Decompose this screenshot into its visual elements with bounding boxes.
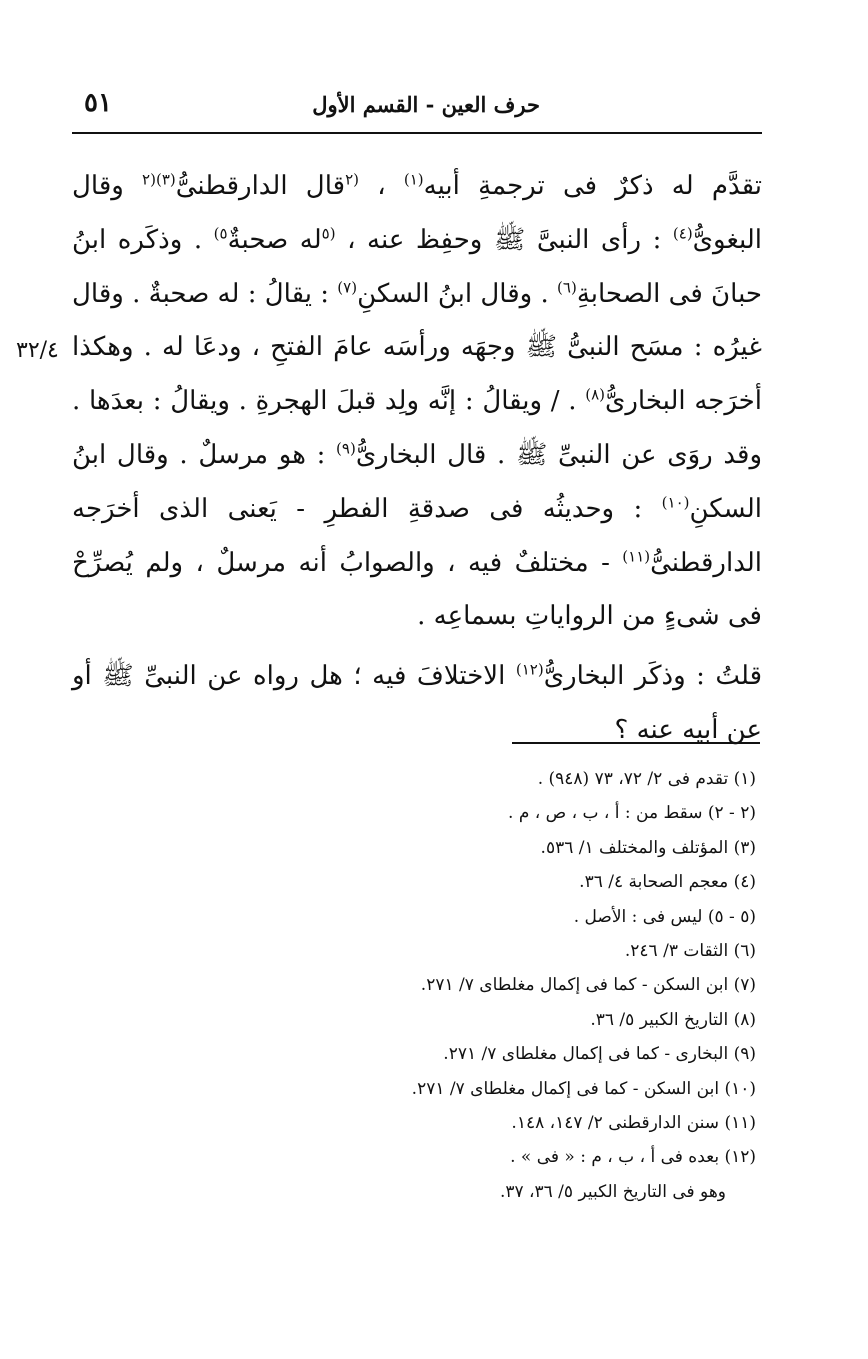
margin-volume-page-note: ٣٢/٤ bbox=[16, 338, 59, 363]
footnote-rule bbox=[512, 742, 760, 744]
footnote: (٢ - ٢) سقط من : أ ، ب ، ص ، م . bbox=[508, 803, 756, 824]
text-run: . / ويقالُ : إنَّه ولِد قبلَ الهجرةِ . ويقالُ : بعدَها . وقد روَى عن النبىِّ ﷺ . قال البخارىُّ bbox=[72, 386, 762, 470]
footnote: (١٢) بعده فى أ ، ب ، م : « فى » . bbox=[510, 1147, 756, 1168]
text-run: : هو مرسلٌ . وقال ابنُ السكنِ bbox=[72, 439, 762, 524]
page-header bbox=[72, 86, 762, 130]
footnote-marker: (٩) bbox=[336, 439, 356, 458]
footnote: (٩) البخارى - كما فى إكمال مغلطاى ٧/ ٢٧١. bbox=[443, 1044, 756, 1065]
page-number: ٥١ bbox=[84, 88, 112, 118]
main-text bbox=[72, 160, 762, 758]
footnote-marker: (١٢) bbox=[515, 660, 544, 679]
text-run: : رأى النبىَّ ﷺ وحفِظ عنه ، bbox=[335, 224, 673, 255]
text-run: وقال البغوىُّ bbox=[72, 171, 762, 255]
footnote-marker: (٣)(٢ bbox=[142, 170, 176, 189]
footnote-continuation: وهو فى التاريخ الكبير ٥/ ٣٦، ٣٧. bbox=[499, 1181, 726, 1202]
footnote-marker: (٥ bbox=[321, 224, 336, 243]
footnote: (٤) معجم الصحابة ٤/ ٣٦. bbox=[579, 872, 756, 893]
footnote: (٦) الثقات ٣/ ٢٤٦. bbox=[624, 941, 756, 962]
footnote-marker: (٦) bbox=[557, 277, 577, 296]
footnote: (١٠) ابن السكن - كما فى إكمال مغلطاى ٧/ ٢٧١. bbox=[411, 1078, 756, 1099]
text-run: . وذكَره ابنُ حبانَ فى الصحابةِ bbox=[72, 224, 762, 309]
footnote: (٥ - ٥) ليس فى : الأصل . bbox=[573, 906, 756, 927]
text-run: - مختلفٌ فيه ، والصوابُ أنه مرسلٌ ، ولم يُصرِّحْ فى شىءٍ من الرواياتِ بسماعِه . bbox=[72, 547, 762, 632]
running-head: حرف العين - القسم الأول bbox=[312, 92, 540, 117]
footnote-marker: ٥) bbox=[213, 224, 228, 243]
footnote-marker: (١) bbox=[403, 170, 424, 189]
footnote: (١١) سنن الدارقطنى ٢/ ١٤٧، ١٤٨. bbox=[511, 1113, 756, 1134]
footnote: (٣) المؤتلف والمختلف ١/ ٥٣٦. bbox=[540, 837, 756, 858]
footnote: (٨) التاريخ الكبير ٥/ ٣٦. bbox=[590, 1009, 756, 1030]
text-run: له صحبةٌ bbox=[227, 224, 322, 255]
text-run: قال الدارقطنىُّ bbox=[175, 171, 346, 201]
paragraph-1 bbox=[72, 160, 762, 644]
footnotes bbox=[250, 762, 756, 1209]
footnote-marker: (٤) bbox=[672, 224, 693, 243]
footnote-marker: (٢ bbox=[345, 170, 359, 189]
footnote-marker: (١١) bbox=[622, 546, 651, 565]
header-rule bbox=[72, 132, 762, 134]
text-run: : يقالُ : له صحبةٌ . وقال غيرُه : مسَح النبىُّ ﷺ وجهَه ورأسَه عامَ الفتحِ ، ودعَا له . وهكذا أخرَجه البخارىُّ bbox=[72, 278, 762, 417]
footnote-marker: (١٠) bbox=[661, 493, 690, 512]
footnote-marker: (٧) bbox=[337, 277, 358, 296]
text-run: ، bbox=[358, 171, 404, 201]
text-run: قلتُ : وذكَر البخارىُّ bbox=[543, 661, 762, 692]
text-run: الاختلافَ فيه ؛ هل رواه عن النبىِّ ﷺ أو عن أبيه عنه ؟ bbox=[72, 661, 762, 745]
text-run: تقدَّم له ذكرٌ فى ترجمةِ أبيه bbox=[423, 171, 763, 201]
footnote: (٧) ابن السكن - كما فى إكمال مغلطاى ٧/ ٢٧١. bbox=[420, 975, 756, 996]
footnote: (١) تقدم فى ٢/ ٧٢، ٧٣ (٩٤٨) . bbox=[537, 769, 756, 789]
text-run: . وقال ابنُ السكنِ bbox=[357, 278, 558, 309]
text-run: : وحديثُه فى صدقةِ الفطرِ - يَعنى الذى أخرَجه الدارقطنىُّ bbox=[72, 493, 762, 578]
footnote-marker: (٨) bbox=[585, 385, 606, 404]
